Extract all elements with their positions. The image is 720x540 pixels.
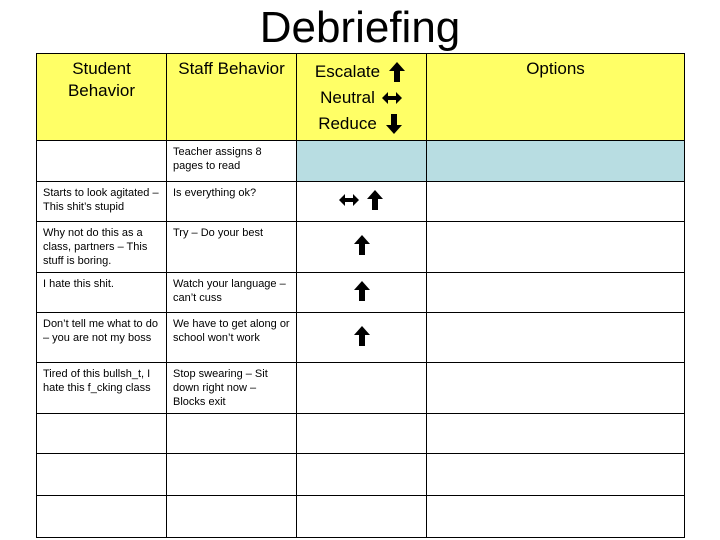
student-behavior-cell — [37, 454, 167, 496]
student-behavior-text: Tired of this bullsh_t, I hate this f_cking class — [43, 368, 151, 394]
student-behavior-header — [37, 54, 167, 141]
student-behavior-text: Don’t tell me what to do – you are not my boss — [43, 318, 158, 344]
escalation-cell — [297, 496, 427, 538]
staff-behavior-cell — [167, 414, 297, 454]
behavior-row — [37, 222, 685, 273]
student-behavior-text: Why not do this as a class, partners – This stuff is boring. — [43, 227, 148, 267]
staff-behavior-cell — [167, 222, 297, 273]
neutral-label: Neutral — [320, 88, 375, 107]
behavior-row — [37, 496, 685, 538]
behavior-row — [37, 273, 685, 313]
teacher-assigns-text: Teacher assigns 8 pages to read — [173, 146, 262, 172]
reduce-label: Reduce — [318, 114, 377, 133]
staff-behavior-cell — [167, 313, 297, 363]
neutral-arrow-icon — [381, 87, 403, 109]
options-cell — [427, 454, 685, 496]
student-behavior-cell — [37, 496, 167, 538]
escalate-arrow-icon — [351, 325, 373, 347]
student-behavior-cell — [37, 313, 167, 363]
options-cell — [427, 273, 685, 313]
student-behavior-cell — [37, 182, 167, 222]
behavior-row — [37, 414, 685, 454]
escalation-cell — [297, 313, 427, 363]
header-row — [37, 54, 685, 141]
behavior-rows — [37, 182, 685, 538]
teacher-row-student-cell — [37, 141, 167, 182]
behavior-row — [37, 363, 685, 414]
escalation-cell — [297, 363, 427, 414]
options-cell — [427, 313, 685, 363]
staff-behavior-cell — [167, 273, 297, 313]
staff-behavior-cell — [167, 454, 297, 496]
teacher-row-staff-cell — [167, 141, 297, 182]
escalate-label: Escalate — [314, 62, 381, 81]
staff-behavior-label: Staff Behavior — [178, 59, 285, 78]
staff-behavior-cell — [167, 363, 297, 414]
reduce-arrow-icon — [383, 113, 405, 135]
escalation-header — [297, 54, 427, 141]
options-cell — [427, 363, 685, 414]
escalation-cell — [297, 454, 427, 496]
options-header — [427, 54, 685, 141]
staff-behavior-cell — [167, 496, 297, 538]
options-cell — [427, 182, 685, 222]
student-behavior-label: Student Behavior — [67, 59, 136, 100]
student-behavior-text: I hate this shit. — [43, 278, 114, 290]
escalation-arrows — [351, 325, 373, 347]
student-behavior-text: Starts to look agitated – This shit’s stupid — [43, 187, 159, 213]
escalate-arrow-icon — [351, 234, 373, 256]
escalation-arrows — [351, 280, 373, 302]
page-title: Debriefing — [259, 3, 461, 52]
options-cell — [427, 496, 685, 538]
student-behavior-cell — [37, 363, 167, 414]
staff-behavior-text: Watch your language – can’t cuss — [173, 278, 286, 304]
escalation-cell — [297, 182, 427, 222]
teacher-row-options-cell — [427, 141, 685, 182]
staff-behavior-header — [167, 54, 297, 141]
staff-behavior-text: We have to get along or school won’t work — [173, 318, 290, 344]
escalate-arrow-icon — [351, 280, 373, 302]
staff-behavior-text: Is everything ok? — [173, 187, 257, 199]
student-behavior-cell — [37, 222, 167, 273]
escalation-cell — [297, 222, 427, 273]
behavior-row — [37, 313, 685, 363]
behavior-row — [37, 454, 685, 496]
escalation-cell — [297, 273, 427, 313]
teacher-row-escalation-cell — [297, 141, 427, 182]
behavior-row — [37, 182, 685, 222]
options-cell — [427, 414, 685, 454]
escalate-arrow-icon — [386, 61, 408, 83]
student-behavior-cell — [37, 273, 167, 313]
staff-behavior-cell — [167, 182, 297, 222]
options-cell — [427, 222, 685, 273]
escalation-arrows — [351, 234, 373, 256]
debriefing-table — [36, 53, 685, 538]
escalation-arrows — [338, 189, 386, 211]
teacher-row — [37, 141, 685, 182]
escalate-arrow-icon — [364, 189, 386, 211]
staff-behavior-text: Try – Do your best — [173, 227, 264, 239]
staff-behavior-text: Stop swearing – Sit down right now – Blocks exit — [173, 368, 268, 408]
options-label: Options — [526, 59, 585, 78]
neutral-arrow-icon — [338, 189, 360, 211]
student-behavior-cell — [37, 414, 167, 454]
escalation-cell — [297, 414, 427, 454]
